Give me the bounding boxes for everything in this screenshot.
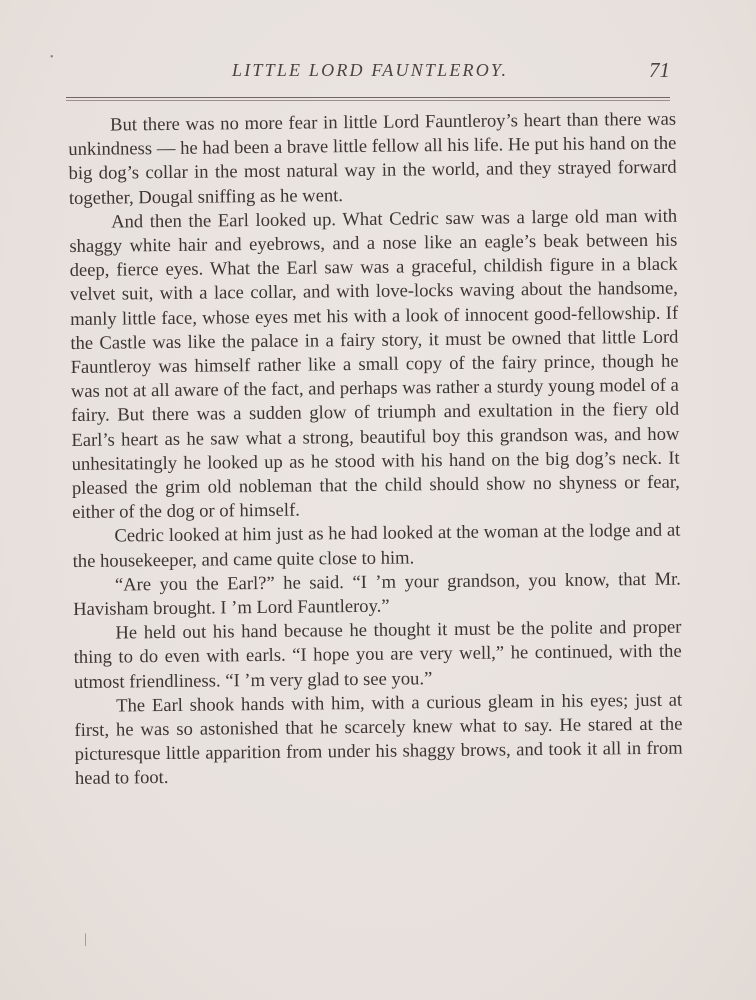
- header-rule-secondary: [66, 100, 670, 101]
- paragraph: He held out his hand because he thought it must be the polite and proper thing to do even with earls. “I hope you are very well,” he continued, with the utmost friendliness. “I ’m very glad to see you.”: [73, 616, 682, 693]
- page-header: [66, 58, 670, 88]
- header-rule: [66, 97, 670, 98]
- running-title: LITTLE LORD FAUNTLEROY.: [232, 60, 509, 80]
- print-speck: •: [50, 52, 54, 63]
- print-speck: |: [84, 932, 87, 947]
- paragraph: Cedric looked at him just as he had looked at the woman at the lodge and at the housekeeper, and came quite close to him.: [72, 520, 681, 572]
- paragraph: “Are you the Earl?” he said. “I ’m your grandson, you know, that Mr. Havisham brought. I ’m Lord Fauntleroy.”: [73, 568, 682, 621]
- paragraph: And then the Earl looked up. What Cedric saw was a large old man with shaggy white hair and eyebrows, and a nose like an eagle’s beak between his deep, fierce eyes. What the Earl saw was a graceful, childish figure in a black velvet suit, with a lace collar, and with love-locks waving about the handsome, manly little face, whose eyes met his with a look of innocent good-fellowship. If the Castle was like the palace in a fairy story, it must be owned that little Lord Fauntleroy was himself rather like a small copy of the fairy prince, though he was not at all aware of the fact, and perhaps was rather a sturdy young model of a fairy. But there was a sudden glow of triumph and exultation in the fiery old Earl’s heart as he saw what a strong, beautiful boy this grandson was, and how unhesitatingly he looked up as he stood with his hand on the big dog’s neck. It pleased the grim old nobleman that the child should show no shyness or fear, either of the dog or of himself.: [69, 205, 680, 524]
- paragraph: But there was no more fear in little Lord Fauntleroy’s heart than there was unkindness — he had been a brave little fellow all his life. He put his hand on the big dog’s collar in the most natural way in the world, and they strayed forward together, Dougal sniffing as he went.: [68, 108, 677, 209]
- paragraph: The Earl shook hands with him, with a curious gleam in his eyes; just at first, he was so astonished that he scarcely knew what to say. He stared at the picturesque little apparition from under his shaggy brows, and took it all in from head to foot.: [74, 689, 683, 790]
- body-text: [68, 108, 683, 792]
- page-number: 71: [649, 58, 670, 82]
